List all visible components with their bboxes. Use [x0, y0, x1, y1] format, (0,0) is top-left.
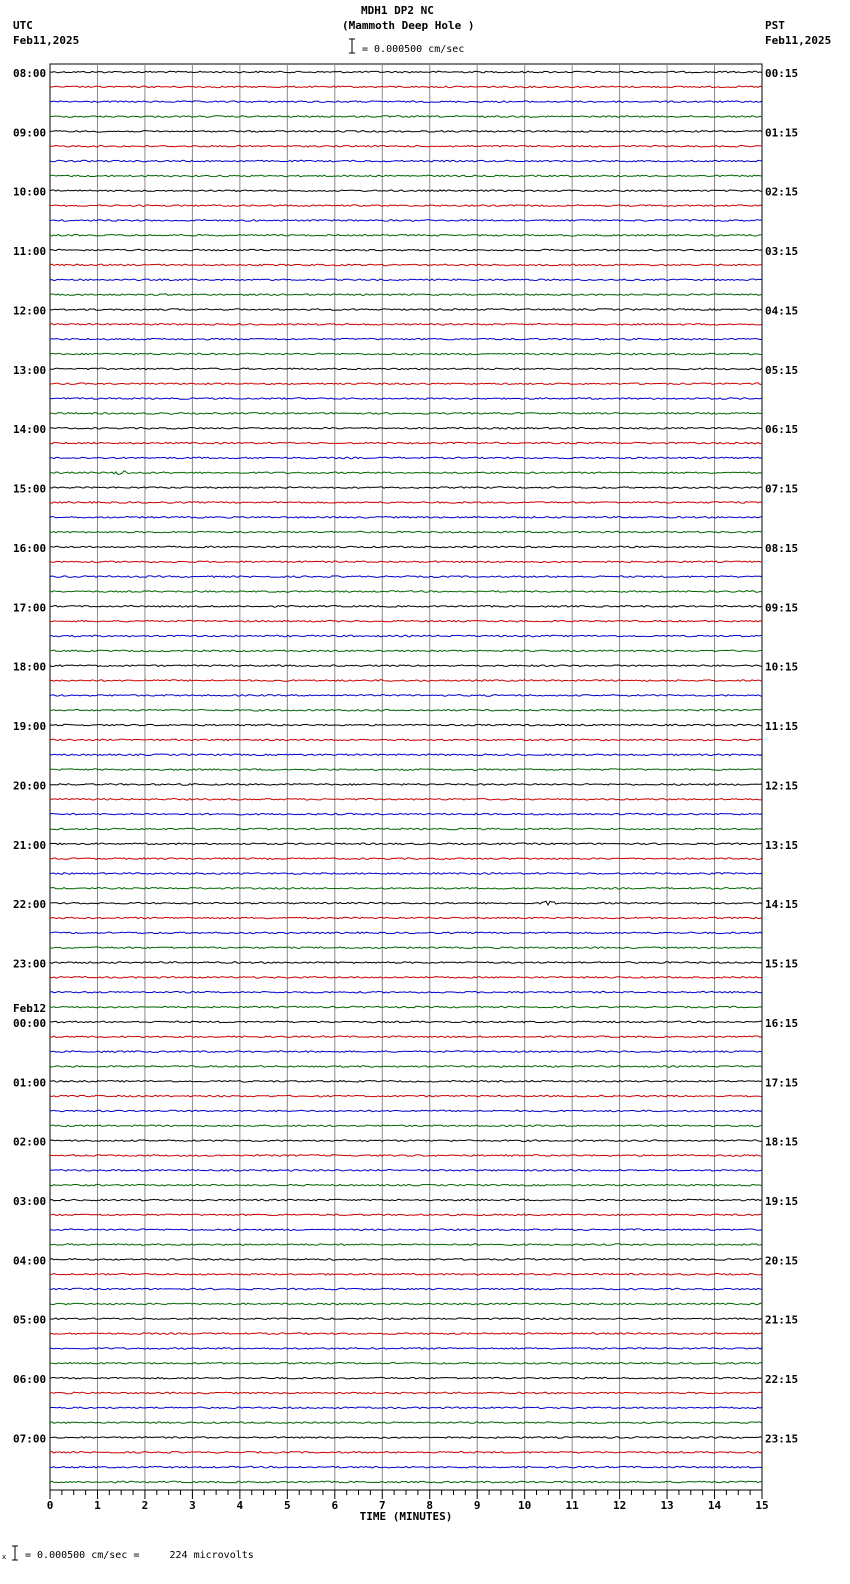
- seismic-trace: [50, 309, 762, 311]
- seismic-trace: [50, 249, 762, 251]
- svg-text:x: x: [2, 1553, 7, 1561]
- seismic-trace: [50, 264, 762, 266]
- seismic-trace: [50, 220, 762, 222]
- utc-hour-label: 22:00: [13, 898, 47, 912]
- pst-hour-label: 15:15: [765, 957, 799, 971]
- seismic-trace: [50, 1437, 762, 1439]
- utc-hour-label: 20:00: [13, 779, 47, 793]
- seismic-trace: [50, 1348, 762, 1350]
- pst-hour-label: 20:15: [765, 1254, 799, 1268]
- seismic-trace: [50, 1273, 762, 1275]
- seismic-trace: [50, 917, 762, 919]
- right-date: Feb11,2025: [765, 34, 832, 47]
- seismic-trace: [50, 901, 762, 905]
- pst-hour-label: 01:15: [765, 126, 799, 140]
- x-tick-label: 9: [473, 1499, 481, 1512]
- x-axis-label: TIME (MINUTES): [359, 1510, 453, 1523]
- pst-hour-label: 19:15: [765, 1195, 799, 1208]
- x-tick-label: 7: [378, 1499, 386, 1512]
- seismic-trace: [50, 1125, 762, 1127]
- seismic-trace: [50, 635, 762, 637]
- seismic-trace: [50, 962, 762, 964]
- seismic-trace: [50, 457, 762, 459]
- plot-grid: [50, 64, 762, 1490]
- utc-hour-label: 15:00: [13, 482, 47, 496]
- utc-hour-label: 05:00: [13, 1313, 47, 1327]
- seismic-trace: [50, 799, 762, 801]
- pst-hour-label: 00:15: [765, 67, 799, 80]
- pst-hour-label: 05:15: [765, 363, 799, 377]
- seismic-trace: [50, 413, 762, 415]
- seismic-trace: [50, 1377, 762, 1379]
- x-tick-label: 0: [46, 1499, 54, 1512]
- seismic-trace: [50, 205, 762, 207]
- seismic-trace: [50, 1051, 762, 1053]
- seismic-trace: [50, 324, 762, 326]
- pst-hour-label: 09:15: [765, 601, 799, 615]
- seismic-trace: [50, 1229, 762, 1231]
- seismic-trace: [50, 131, 762, 133]
- utc-hour-label: 02:00: [13, 1135, 47, 1149]
- seismic-trace: [50, 724, 762, 726]
- pst-hour-label: 10:15: [765, 660, 799, 674]
- x-tick-label: 8: [426, 1499, 434, 1512]
- seismic-trace: [50, 680, 762, 682]
- seismic-trace: [50, 1481, 762, 1483]
- pst-hour-label: 07:15: [765, 482, 799, 496]
- seismic-trace: [50, 1466, 762, 1468]
- seismic-trace: [50, 1392, 762, 1394]
- seismic-trace: [50, 1110, 762, 1112]
- utc-hour-label: 07:00: [13, 1432, 47, 1446]
- seismic-trace: [50, 754, 762, 756]
- seismic-trace: [50, 1333, 762, 1335]
- right-timezone: PST: [765, 19, 785, 32]
- seismic-trace: [50, 576, 762, 578]
- x-tick-label: 6: [331, 1499, 339, 1512]
- x-tick-label: 4: [236, 1499, 244, 1512]
- pst-hour-label: 23:15: [765, 1432, 799, 1446]
- scale-bar-icon: [349, 39, 355, 53]
- utc-hour-label: 21:00: [13, 838, 47, 852]
- scale-text: = 0.000500 cm/sec: [362, 44, 465, 55]
- seismic-trace: [50, 1036, 762, 1038]
- seismic-trace: [50, 1170, 762, 1172]
- seismic-trace: [50, 1244, 762, 1246]
- pst-hour-label: 14:15: [765, 898, 799, 912]
- seismic-trace: [50, 1184, 762, 1186]
- seismic-trace: [50, 383, 762, 385]
- pst-hour-label: 22:15: [765, 1373, 799, 1387]
- seismic-trace: [50, 353, 762, 355]
- x-axis: [47, 1490, 769, 1523]
- seismic-trace: [50, 843, 762, 845]
- seismic-trace: [50, 517, 762, 519]
- seismic-trace: [50, 398, 762, 400]
- pst-hour-label: 11:15: [765, 720, 799, 734]
- seismic-trace: [50, 338, 762, 340]
- x-tick-label: 1: [94, 1499, 101, 1512]
- seismic-trace: [50, 531, 762, 533]
- utc-hour-label: 12:00: [13, 304, 47, 318]
- calibration-bar-icon: [2, 1546, 18, 1561]
- seismic-trace: [50, 546, 762, 548]
- date-change-label: Feb12: [13, 1001, 47, 1015]
- x-tick-label: 11: [565, 1499, 579, 1512]
- utc-hour-label: 14:00: [13, 423, 47, 437]
- seismic-trace: [50, 1140, 762, 1142]
- station-title: MDH1 DP2 NC: [361, 4, 434, 17]
- utc-hour-label: 04:00: [13, 1254, 47, 1268]
- seismic-trace: [50, 620, 762, 622]
- pst-hour-label: 13:15: [765, 838, 799, 852]
- seismic-trace: [50, 739, 762, 741]
- utc-hour-label: 01:00: [13, 1076, 47, 1090]
- seismic-trace: [50, 1066, 762, 1068]
- seismic-trace: [50, 368, 762, 370]
- seismic-trace: [50, 1081, 762, 1083]
- seismic-trace: [50, 175, 762, 177]
- utc-hour-label: 10:00: [13, 185, 47, 199]
- seismic-trace: [50, 190, 762, 192]
- pst-hour-label: 21:15: [765, 1313, 799, 1327]
- seismic-trace: [50, 279, 762, 281]
- left-date: Feb11,2025: [13, 34, 80, 47]
- pst-hour-label: 16:15: [765, 1016, 799, 1030]
- pst-hour-label: 03:15: [765, 245, 799, 259]
- utc-hour-label: 09:00: [13, 126, 47, 140]
- utc-hour-label: 17:00: [13, 601, 47, 615]
- seismic-trace: [50, 86, 762, 88]
- seismic-trace: [50, 695, 762, 697]
- seismic-trace: [50, 1155, 762, 1157]
- pst-hour-label: 04:15: [765, 304, 799, 318]
- seismic-trace: [50, 235, 762, 237]
- left-timezone: UTC: [13, 19, 33, 32]
- x-tick-label: 13: [660, 1499, 674, 1512]
- x-tick-label: 2: [141, 1499, 149, 1512]
- seismic-trace: [50, 932, 762, 934]
- seismic-trace: [50, 561, 762, 563]
- seismic-trace: [50, 427, 762, 429]
- seismic-trace: [50, 784, 762, 786]
- seismic-trace: [50, 1095, 762, 1097]
- pst-hour-label: 18:15: [765, 1135, 799, 1149]
- trace-group: [50, 71, 762, 1483]
- calibration-text: = 0.000500 cm/sec = 224 microvolts: [25, 1550, 254, 1561]
- seismic-trace: [50, 160, 762, 162]
- seismic-trace: [50, 858, 762, 860]
- seismic-trace: [50, 487, 762, 489]
- seismic-trace: [50, 977, 762, 979]
- utc-hour-label: 06:00: [13, 1373, 47, 1387]
- seismic-trace: [50, 650, 762, 652]
- seismic-trace: [50, 101, 762, 103]
- seismic-trace: [50, 1214, 762, 1216]
- x-tick-label: 14: [707, 1499, 722, 1512]
- seismic-trace: [50, 665, 762, 667]
- pst-hour-label: 17:15: [765, 1076, 799, 1090]
- utc-hour-label: 08:00: [13, 67, 47, 80]
- utc-hour-label: 03:00: [13, 1195, 47, 1208]
- seismic-trace: [50, 1407, 762, 1409]
- seismic-trace: [50, 709, 762, 711]
- seismic-trace: [50, 1288, 762, 1290]
- x-tick-label: 10: [518, 1499, 532, 1512]
- x-tick-label: 5: [284, 1499, 291, 1512]
- utc-hour-label: 18:00: [13, 660, 47, 674]
- seismic-trace: [50, 145, 762, 147]
- x-tick-label: 12: [612, 1499, 627, 1512]
- seismic-trace: [50, 813, 762, 815]
- station-subtitle: (Mammoth Deep Hole ): [342, 19, 475, 32]
- seismic-trace: [50, 606, 762, 608]
- pst-hour-label: 02:15: [765, 185, 799, 199]
- seismic-trace: [50, 1259, 762, 1261]
- seismic-trace: [50, 591, 762, 593]
- seismic-trace: [50, 991, 762, 993]
- x-tick-label: 3: [189, 1499, 196, 1512]
- seismic-trace: [50, 828, 762, 830]
- seismic-trace: [50, 471, 762, 475]
- x-tick-label: 15: [755, 1499, 769, 1512]
- seismic-trace: [50, 947, 762, 949]
- utc-hour-label: 00:00: [13, 1016, 47, 1030]
- utc-hour-label: 11:00: [13, 245, 47, 259]
- time-labels: [13, 67, 798, 1446]
- seismic-trace: [50, 502, 762, 504]
- seismic-trace: [50, 1422, 762, 1424]
- seismic-trace: [50, 442, 762, 444]
- seismic-trace: [50, 1452, 762, 1454]
- seismic-trace: [50, 1006, 762, 1008]
- seismic-trace: [50, 1318, 762, 1320]
- seismic-trace: [50, 116, 762, 118]
- utc-hour-label: 16:00: [13, 541, 47, 555]
- utc-hour-label: 23:00: [13, 957, 47, 971]
- plot-frame: [50, 64, 762, 1490]
- seismic-trace: [50, 1199, 762, 1201]
- pst-hour-label: 08:15: [765, 541, 799, 555]
- seismic-trace: [50, 888, 762, 890]
- pst-hour-label: 12:15: [765, 779, 799, 793]
- seismic-trace: [50, 71, 762, 73]
- utc-hour-label: 13:00: [13, 363, 47, 377]
- utc-hour-label: 19:00: [13, 720, 47, 734]
- seismic-trace: [50, 1303, 762, 1305]
- seismic-trace: [50, 769, 762, 771]
- pst-hour-label: 06:15: [765, 423, 799, 437]
- seismic-trace: [50, 1021, 762, 1023]
- seismic-trace: [50, 1363, 762, 1365]
- seismic-trace: [50, 873, 762, 875]
- seismic-trace: [50, 294, 762, 296]
